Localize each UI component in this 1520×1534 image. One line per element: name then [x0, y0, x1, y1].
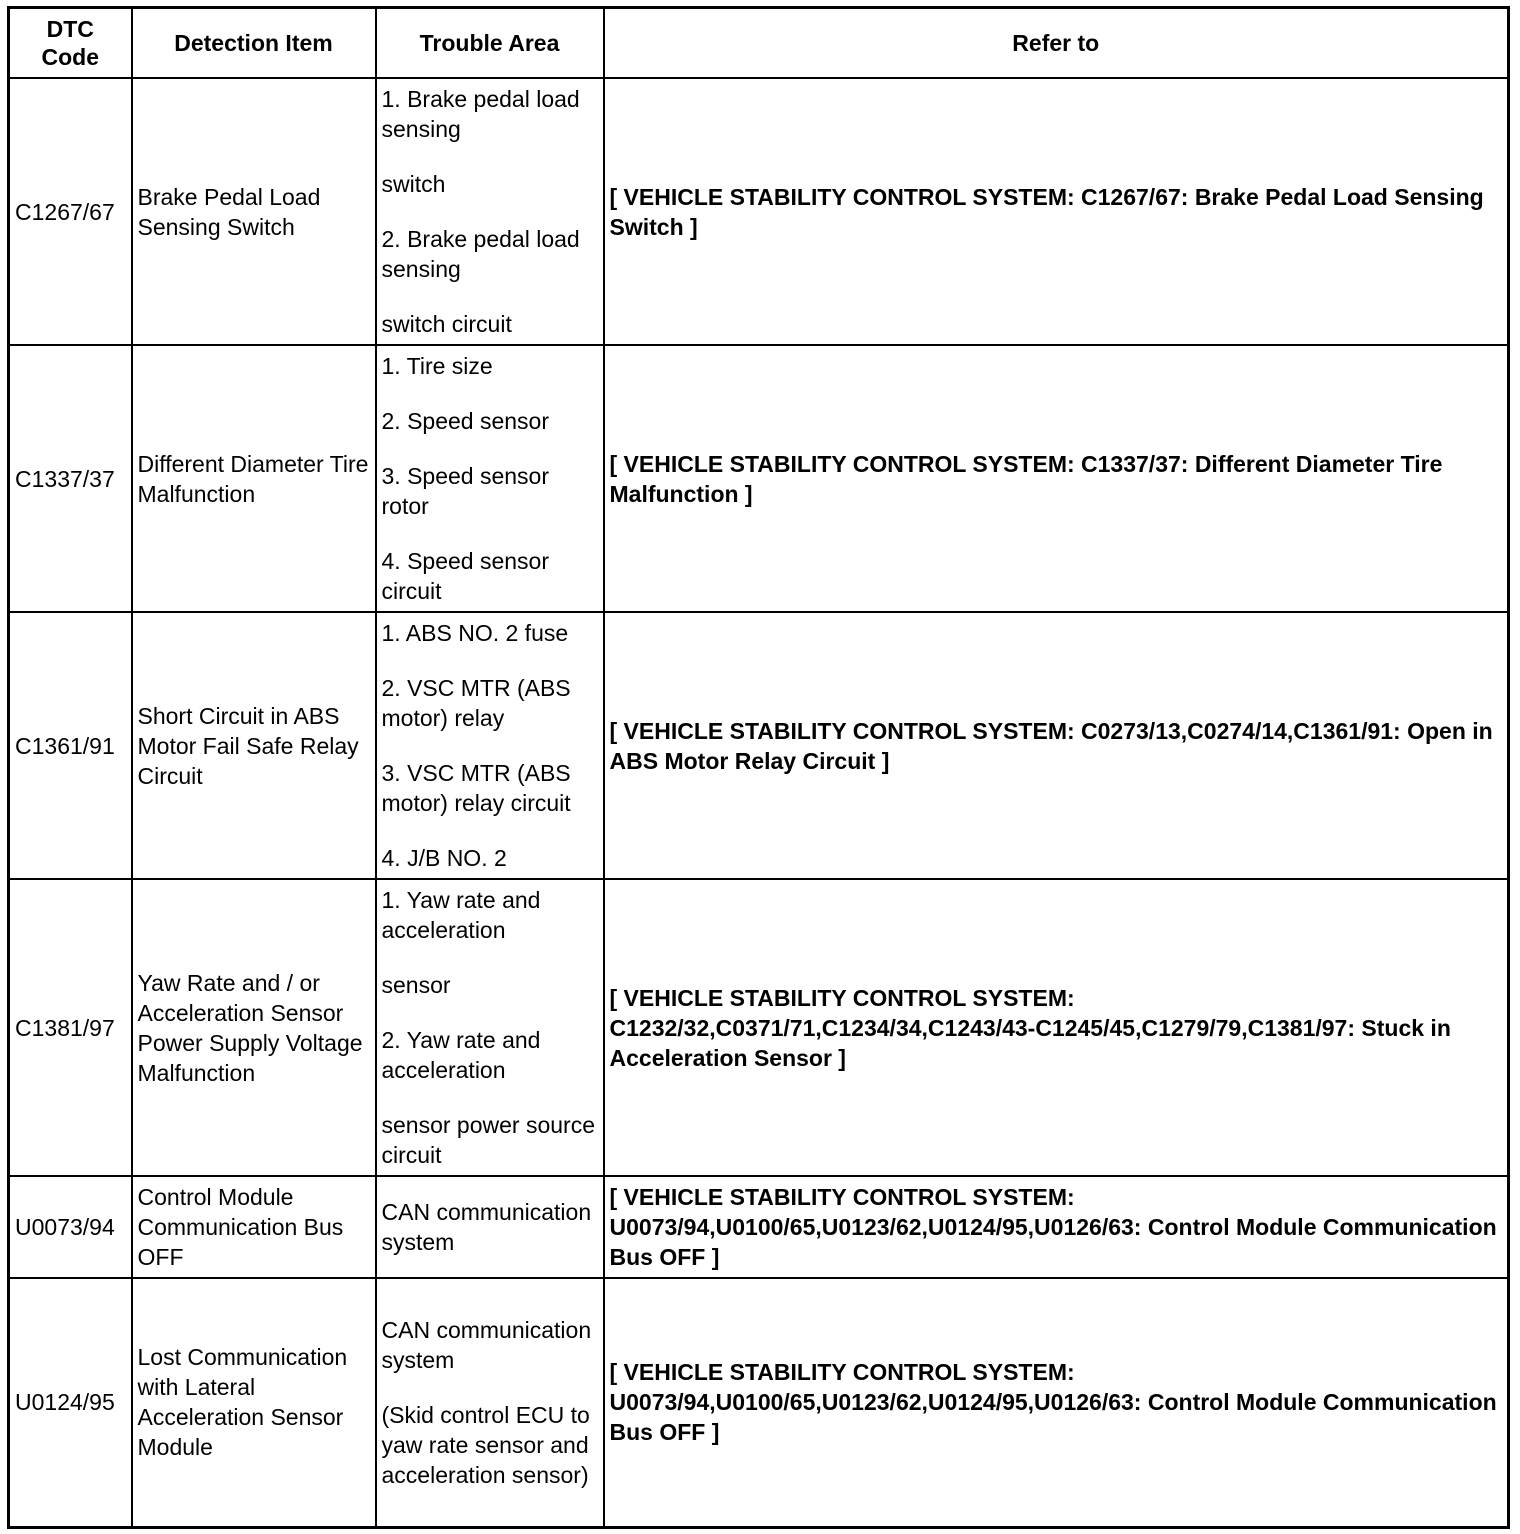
trouble-line: 2. VSC MTR (ABS motor) relay: [381, 675, 571, 731]
detection-item-cell: Lost Communication with Lateral Acceleration Sensor Module: [132, 1278, 376, 1527]
dtc-code-cell: C1337/37: [9, 345, 132, 612]
trouble-line: 1. Brake pedal load sensing: [381, 86, 580, 142]
refer-to-link[interactable]: [ VEHICLE STABILITY CONTROL SYSTEM: C0273/13,C0274/14,C1361/91: Open in ABS Motor Relay Circuit ]: [604, 612, 1509, 879]
dtc-code-cell: C1381/97: [9, 879, 132, 1176]
table-row: [9, 345, 1509, 612]
header-row: [9, 8, 1509, 79]
dtc-code-cell: U0073/94: [9, 1176, 132, 1278]
dtc-code-cell: U0124/95: [9, 1278, 132, 1527]
refer-to-link[interactable]: [ VEHICLE STABILITY CONTROL SYSTEM: C1267/67: Brake Pedal Load Sensing Switch ]: [604, 78, 1509, 345]
trouble-line: sensor: [381, 972, 451, 998]
refer-to-link[interactable]: [ VEHICLE STABILITY CONTROL SYSTEM: C1232/32,C0371/71,C1234/34,C1243/43-C1245/45,C1279/79,C1381/97: Stuck in Acceleration Sensor ]: [604, 879, 1509, 1176]
trouble-line: 4. J/B NO. 2: [381, 845, 507, 871]
refer-to-link[interactable]: [ VEHICLE STABILITY CONTROL SYSTEM: U0073/94,U0100/65,U0123/62,U0124/95,U0126/63: Control Module Communication Bus OFF ]: [604, 1278, 1509, 1527]
trouble-line: 2. Brake pedal load sensing: [381, 226, 580, 282]
dtc-code-cell: C1361/91: [9, 612, 132, 879]
detection-item-cell: Short Circuit in ABS Motor Fail Safe Relay Circuit: [132, 612, 376, 879]
table-row: [9, 78, 1509, 345]
detection-item-cell: Brake Pedal Load Sensing Switch: [132, 78, 376, 345]
table-row: [9, 612, 1509, 879]
trouble-line: 1. ABS NO. 2 fuse: [381, 620, 569, 646]
trouble-line: (Skid control ECU to yaw rate sensor and acceleration sensor): [381, 1401, 590, 1488]
detection-item-cell: Yaw Rate and / or Acceleration Sensor Power Supply Voltage Malfunction: [132, 879, 376, 1176]
trouble-area-cell: [376, 879, 604, 1176]
refer-to-link[interactable]: [ VEHICLE STABILITY CONTROL SYSTEM: C1337/37: Different Diameter Tire Malfunction ]: [604, 345, 1509, 612]
header-detection-item: Detection Item: [132, 8, 376, 79]
header-refer-to: Refer to: [604, 8, 1509, 79]
header-dtc-code: DTC Code: [9, 8, 132, 79]
table-row: [9, 879, 1509, 1176]
trouble-line: 3. VSC MTR (ABS motor) relay circuit: [381, 760, 571, 816]
trouble-area-cell: [376, 612, 604, 879]
trouble-line: CAN communication system: [381, 1199, 592, 1255]
table-row: [9, 1278, 1509, 1527]
detection-item-cell: Different Diameter Tire Malfunction: [132, 345, 376, 612]
trouble-line: 3. Speed sensor rotor: [381, 463, 550, 519]
trouble-line: 1. Yaw rate and acceleration: [381, 887, 541, 943]
dtc-table: [7, 6, 1510, 1529]
trouble-area-cell: [376, 1176, 604, 1278]
dtc-code-cell: C1267/67: [9, 78, 132, 345]
table-row: [9, 1176, 1509, 1278]
trouble-line: 1. Tire size: [381, 353, 493, 379]
refer-to-link[interactable]: [ VEHICLE STABILITY CONTROL SYSTEM: U0073/94,U0100/65,U0123/62,U0124/95,U0126/63: Control Module Communication Bus OFF ]: [604, 1176, 1509, 1278]
detection-item-cell: Control Module Communication Bus OFF: [132, 1176, 376, 1278]
trouble-line: 4. Speed sensor circuit: [381, 548, 550, 604]
header-trouble-area: Trouble Area: [376, 8, 604, 79]
trouble-line: sensor power source circuit: [381, 1112, 595, 1168]
trouble-area-cell: [376, 1278, 604, 1527]
trouble-area-cell: [376, 78, 604, 345]
trouble-line: switch: [381, 171, 446, 197]
trouble-line: 2. Yaw rate and acceleration: [381, 1027, 541, 1083]
trouble-line: CAN communication system: [381, 1316, 592, 1373]
trouble-area-cell: [376, 345, 604, 612]
trouble-line: switch circuit: [381, 311, 512, 337]
trouble-line: 2. Speed sensor: [381, 408, 550, 434]
